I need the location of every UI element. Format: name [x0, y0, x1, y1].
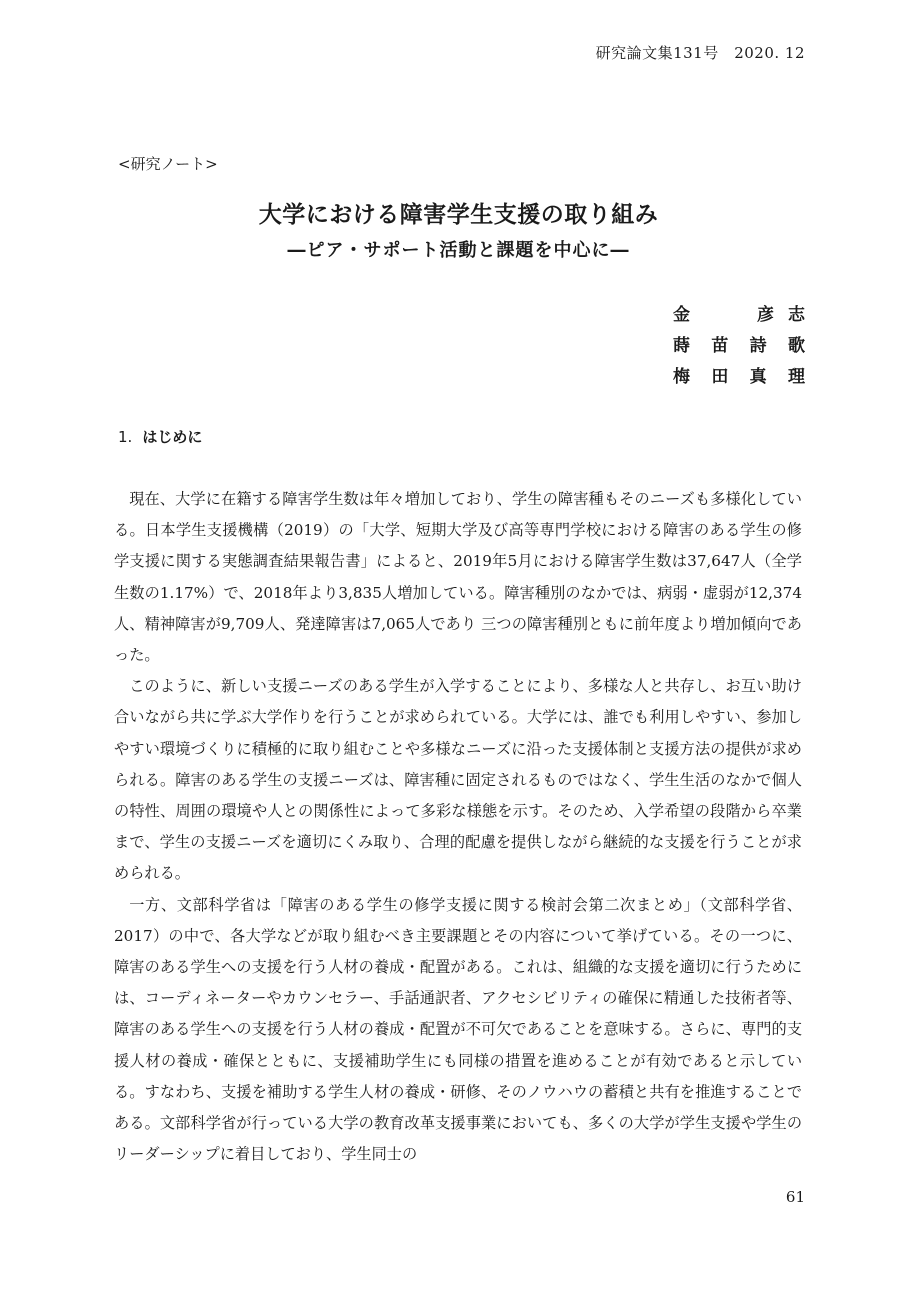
author-2	[673, 331, 805, 362]
author-3-char: 梅	[673, 367, 690, 387]
running-head: 研究論文集131号 2020. 12	[595, 44, 805, 62]
author-2-char: 歌	[787, 336, 805, 356]
author-3-char: 田	[711, 367, 729, 387]
section-number: 1.	[118, 428, 133, 446]
section-heading	[118, 426, 202, 447]
author-1-char: 志	[788, 305, 805, 325]
author-1-char: 金	[673, 305, 690, 325]
author-3	[673, 362, 805, 393]
article-subtitle: ―ピア・サポート活動と課題を中心に―	[287, 240, 630, 261]
author-3-char: 真	[749, 367, 767, 387]
article-title: 大学における障害学生支援の取り組み	[258, 202, 659, 228]
section-title: はじめに	[142, 428, 203, 446]
paragraph: 一方、文部科学省は「障害のある学生の修学支援に関する検討会第二次まとめ」（文部科学省、2017）の中で、各大学などが取り組むべき主要課題とその内容について挙げている。その一つに、障害のある学生への支援を行う人材の養成・配置がある。これは、組織的な支援を適切に行うためには、コーディネーターやカウンセラー、手話通訳者、アクセシビリティの確保に精通した技術者等、障害のある学生への支援を行う人材の養成・配置が不可欠であることを意味する。さらに、専門的支援人材の養成・確保とともに、支援補助学生にも同様の措置を進めることが有効であると示している。すなわち、支援を補助する学生人材の養成・研修、そのノウハウの蓄積と共有を推進することである。文部科学省が行っている大学の教育改革支援事業においても、多くの大学が学生支援や学生のリーダーシップに着目しており、学生同士の	[114, 895, 803, 1164]
article-type-label: <研究ノート>	[118, 155, 218, 173]
author-list	[673, 300, 805, 393]
author-2-char: 蒔	[673, 336, 690, 356]
paragraph: 現在、大学に在籍する障害学生数は年々増加しており、学生の障害種もそのニーズも多様化している。日本学生支援機構（2019）の「大学、短期大学及び高等専門学校における障害のある学生の修学支援に関する実態調査結果報告書」によると、2019年5月における障害学生数は37,647人（全学生数の1.17%）で、2018年より3,835人増加している。障害種別のなかでは、病弱・虚弱が12,374人、精神障害が9,709人、発達障害は7,065人であり 三つの障害種別ともに前年度より増加傾向であった。	[114, 490, 802, 665]
author-1	[673, 300, 805, 331]
author-3-char: 理	[787, 367, 805, 387]
author-2-char: 苗	[711, 336, 729, 356]
author-1-char: 彦	[757, 305, 774, 325]
body-text	[114, 484, 802, 1170]
page-number: 61	[785, 1188, 805, 1206]
author-2-char: 詩	[749, 336, 767, 356]
paragraph: このように、新しい支援ニーズのある学生が入学することにより、多様な人と共存し、お互い助け合いながら共に学ぶ大学作りを行うことが求められている。大学には、誰でも利用しやすい、参加しやすい環境づくりに積極的に取り組むことや多様なニーズに沿った支援体制と支援方法の提供が求められる。障害のある学生の支援ニーズは、障害種に固定されるものではなく、学生生活のなかで個人の特性、周囲の環境や人との関係性によって多彩な様態を示す。そのため、入学希望の段階から卒業まで、学生の支援ニーズを適切にくみ取り、合理的配慮を提供しながら継続的な支援を行うことが求められる。	[114, 677, 802, 883]
